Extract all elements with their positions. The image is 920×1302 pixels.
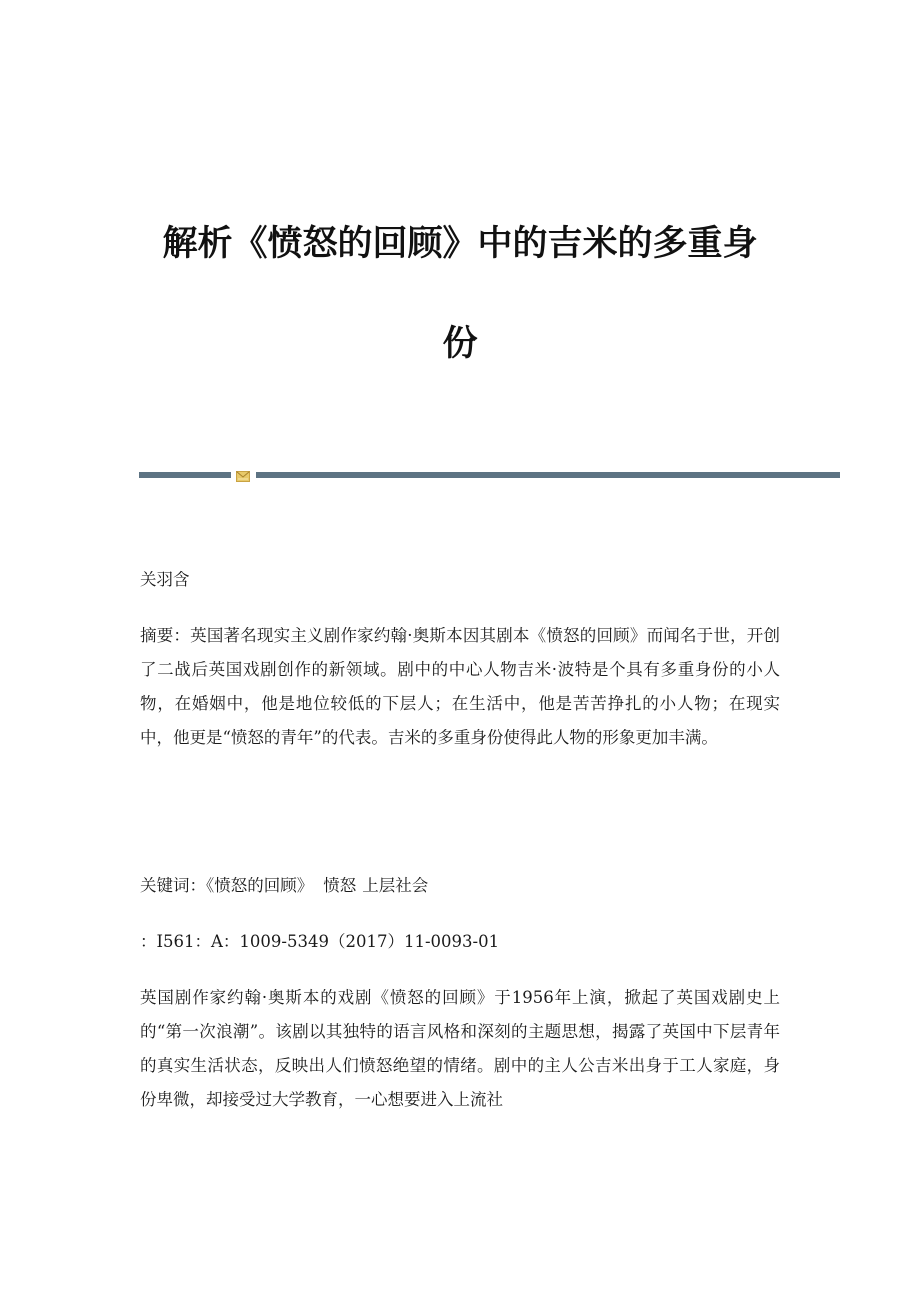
- page-title-line-2: 份: [442, 324, 478, 364]
- divider-bar-right: [256, 472, 840, 478]
- keyword-item: 《愤怒的回顾》: [206, 876, 314, 895]
- envelope-ornament-icon: [236, 468, 250, 481]
- title-divider: [139, 468, 840, 482]
- keyword-item: 上层社会: [362, 876, 429, 895]
- page-title-line-1: 解析《愤怒的回顾》中的吉米的多重身: [162, 224, 758, 264]
- keywords-line: [140, 869, 780, 903]
- keywords-label: 关键词：: [140, 876, 206, 895]
- abstract-paragraph: 摘要：英国著名现实主义剧作家约翰·奥斯本因其剧本《愤怒的回顾》而闻名于世，开创了二战后英国戏剧创作的新领域。剧中的中心人物吉米·波特是个具有多重身份的小人物，在婚姻中，他是地位较低的下层人；在生活中，他是苦苦挣扎的小人物；在现实中，他更是“愤怒的青年”的代表。吉米的多重身份使得此人物的形象更加丰满。: [140, 626, 780, 747]
- divider-bar-left: [139, 472, 231, 478]
- classification-number: ：I561：A：1009-5349（2017）11-0093-01: [140, 932, 500, 951]
- keyword-item: 愤怒: [323, 876, 357, 895]
- body-paragraph: 英国剧作家约翰·奥斯本的戏剧《愤怒的回顾》于1956年上演，掀起了英国戏剧史上的“第一次浪潮”。该剧以其独特的语言风格和深刻的主题思想，揭露了英国中下层青年的真实生活状态，反映出人们愤怒绝望的情绪。剧中的主人公吉米出身于工人家庭，身份卑微，却接受过大学教育，一心想要进入上流社: [140, 988, 780, 1109]
- author-name: 关羽含: [140, 570, 190, 589]
